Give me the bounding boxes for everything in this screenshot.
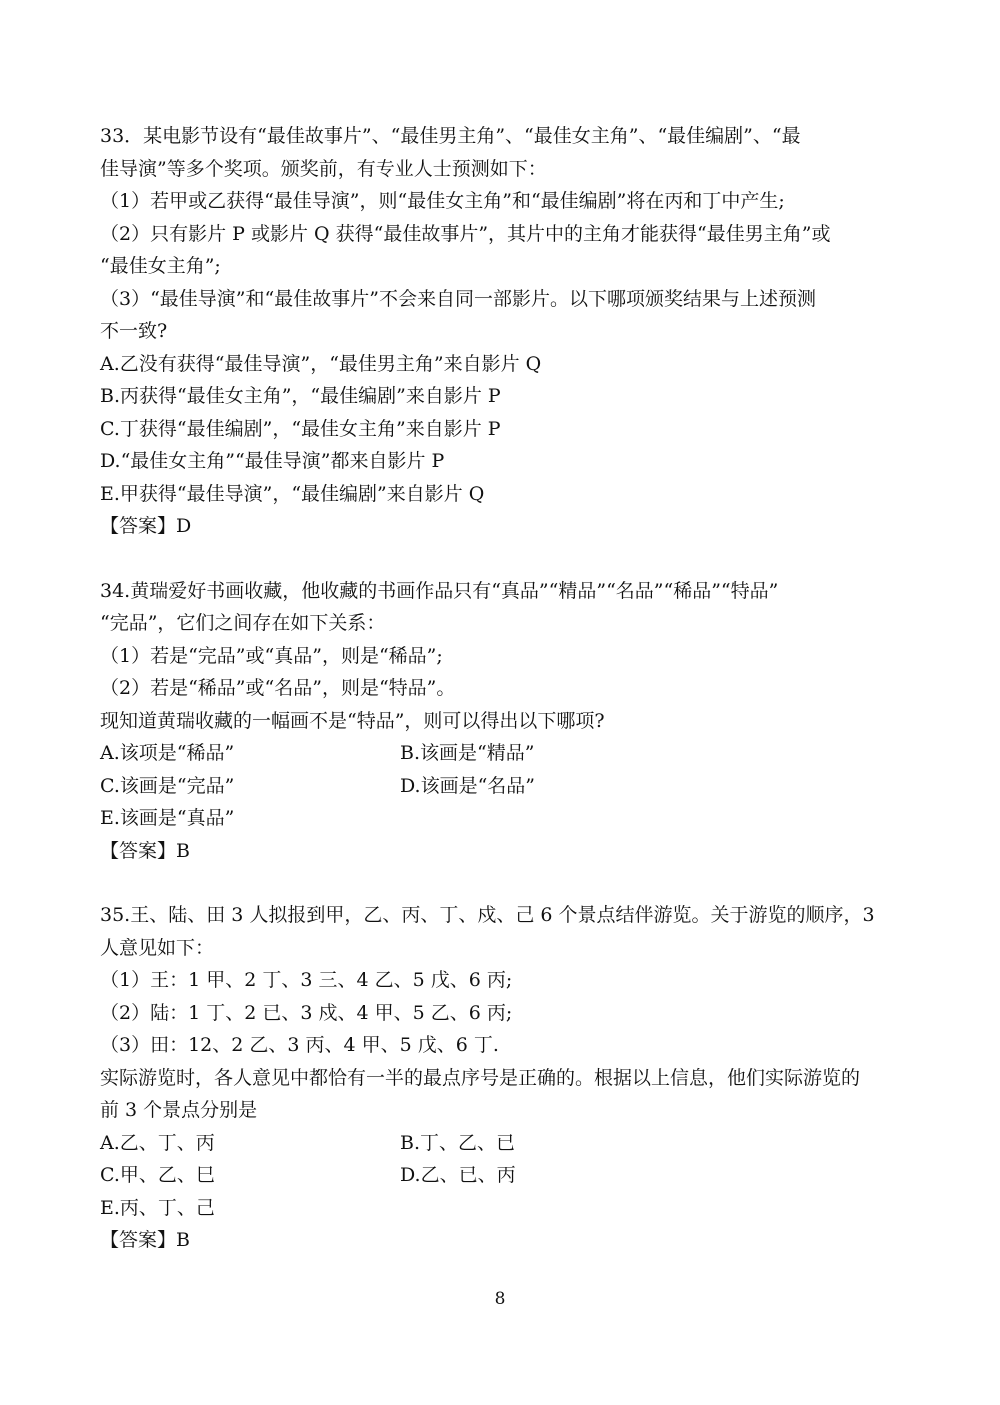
question-35-option-e: E.丙、丁、己 [100,1196,215,1219]
page-number: 8 [494,1289,506,1309]
question-35-condition-3: （3）田：12、2 乙、3 丙、4 甲、5 戊、6 丁. [100,1034,499,1056]
question-35-options-row-1 [100,1127,910,1160]
question-35-stem: 35.王、陆、田 3 人拟报到甲，乙、丙、丁、戍、己 6 个景点结伴游览。关于游览的顺序，3 [100,904,875,926]
spacer [100,543,910,575]
question-34-option-b: B.该画是“精品” [400,742,535,764]
spacer [100,867,910,899]
question-35-option-d: D.乙、已、丙 [400,1164,516,1186]
question-33-option-d: D.“最佳女主角”“最佳导演”都来自影片 P [100,450,445,472]
question-34-answer: 【答案】B [100,839,190,862]
question-35-stem-cont: 人意见如下： [100,936,215,959]
question-34-condition-2: （2）若是“稀品”或“名品”，则是“特品”。 [100,677,456,699]
question-34 [100,575,910,868]
question-34-stem: 34.黄瑞爱好书画收藏，他收藏的书画作品只有“真品”“精品”“名品”“稀品”“特品” [100,579,779,602]
question-33-option-a: A.乙没有获得“最佳导演”，“最佳男主角”来自影片 Q [100,352,542,375]
question-35-condition-2: （2）陆：1 丁、2 已、3 戍、4 甲、5 乙、6 丙; [100,1001,513,1024]
question-33-stem: 33．某电影节设有“最佳故事片”、“最佳男主角”、“最佳女主角”、“最佳编剧”、“最 [100,125,801,147]
question-35-answer: 【答案】B [100,1229,190,1251]
question-34-options-row-1 [100,737,910,770]
question-35-option-a: A.乙、丁、丙 [100,1131,215,1154]
question-34-options-row-2 [100,770,910,803]
question-33-option-c: C.丁获得“最佳编剧”，“最佳女主角”来自影片 P [100,417,501,440]
question-34-option-c: C.该画是“完品” [100,774,235,797]
question-35-option-b: B.丁、乙、已 [400,1131,516,1154]
question-33-condition-3: （3）“最佳导演”和“最佳故事片”不会来自同一部影片。以下哪项颁奖结果与上述预测 [100,287,816,310]
question-34-option-a: A.该项是“稀品” [100,742,235,764]
question-33-option-e: E.甲获得“最佳导演”，“最佳编剧”来自影片 Q [100,482,485,505]
question-33-condition-2: （2）只有影片 P 或影片 Q 获得“最佳故事片”，其片中的主角才能获得“最佳男主角”或 [100,222,831,245]
question-33 [100,120,910,543]
question-35-options-row-2 [100,1159,910,1192]
question-33-option-b: B.丙获得“最佳女主角”，“最佳编剧”来自影片 P [100,385,501,407]
question-33-answer: 【答案】D [100,515,192,537]
question-33-condition-2-cont: “最佳女主角”; [100,255,221,277]
question-34-condition-1: （1）若是“完品”或“真品”，则是“稀品”; [100,644,443,667]
question-33-condition-3-cont: 不一致? [100,320,168,342]
question-35-condition-1: （1）王：1 甲、2 丁、3 三、4 乙、5 戊、6 丙; [100,969,513,991]
question-35-option-c: C.甲、乙、巳 [100,1164,215,1186]
question-34-stem-cont: “完品”，它们之间存在如下关系： [100,612,386,634]
question-35 [100,899,910,1257]
question-35-question: 实际游览时，各人意见中都恰有一半的最点序号是正确的。根据以上信息，他们实际游览的 [100,1066,861,1089]
question-34-option-e: E.该画是“真品” [100,807,235,829]
question-33-condition-1: （1）若甲或乙获得“最佳导演”，则“最佳女主角”和“最佳编剧”将在丙和丁中产生; [100,190,785,212]
question-33-stem-cont: 佳导演”等多个奖项。颁奖前，有专业人士预测如下： [100,157,547,180]
question-34-question: 现知道黄瑞收藏的一幅画不是“特品”，则可以得出以下哪项? [100,709,605,732]
document-body [100,120,910,1257]
question-34-option-d: D.该画是“名品” [400,774,536,797]
question-35-question-cont: 前 3 个景点分别是 [100,1099,258,1121]
